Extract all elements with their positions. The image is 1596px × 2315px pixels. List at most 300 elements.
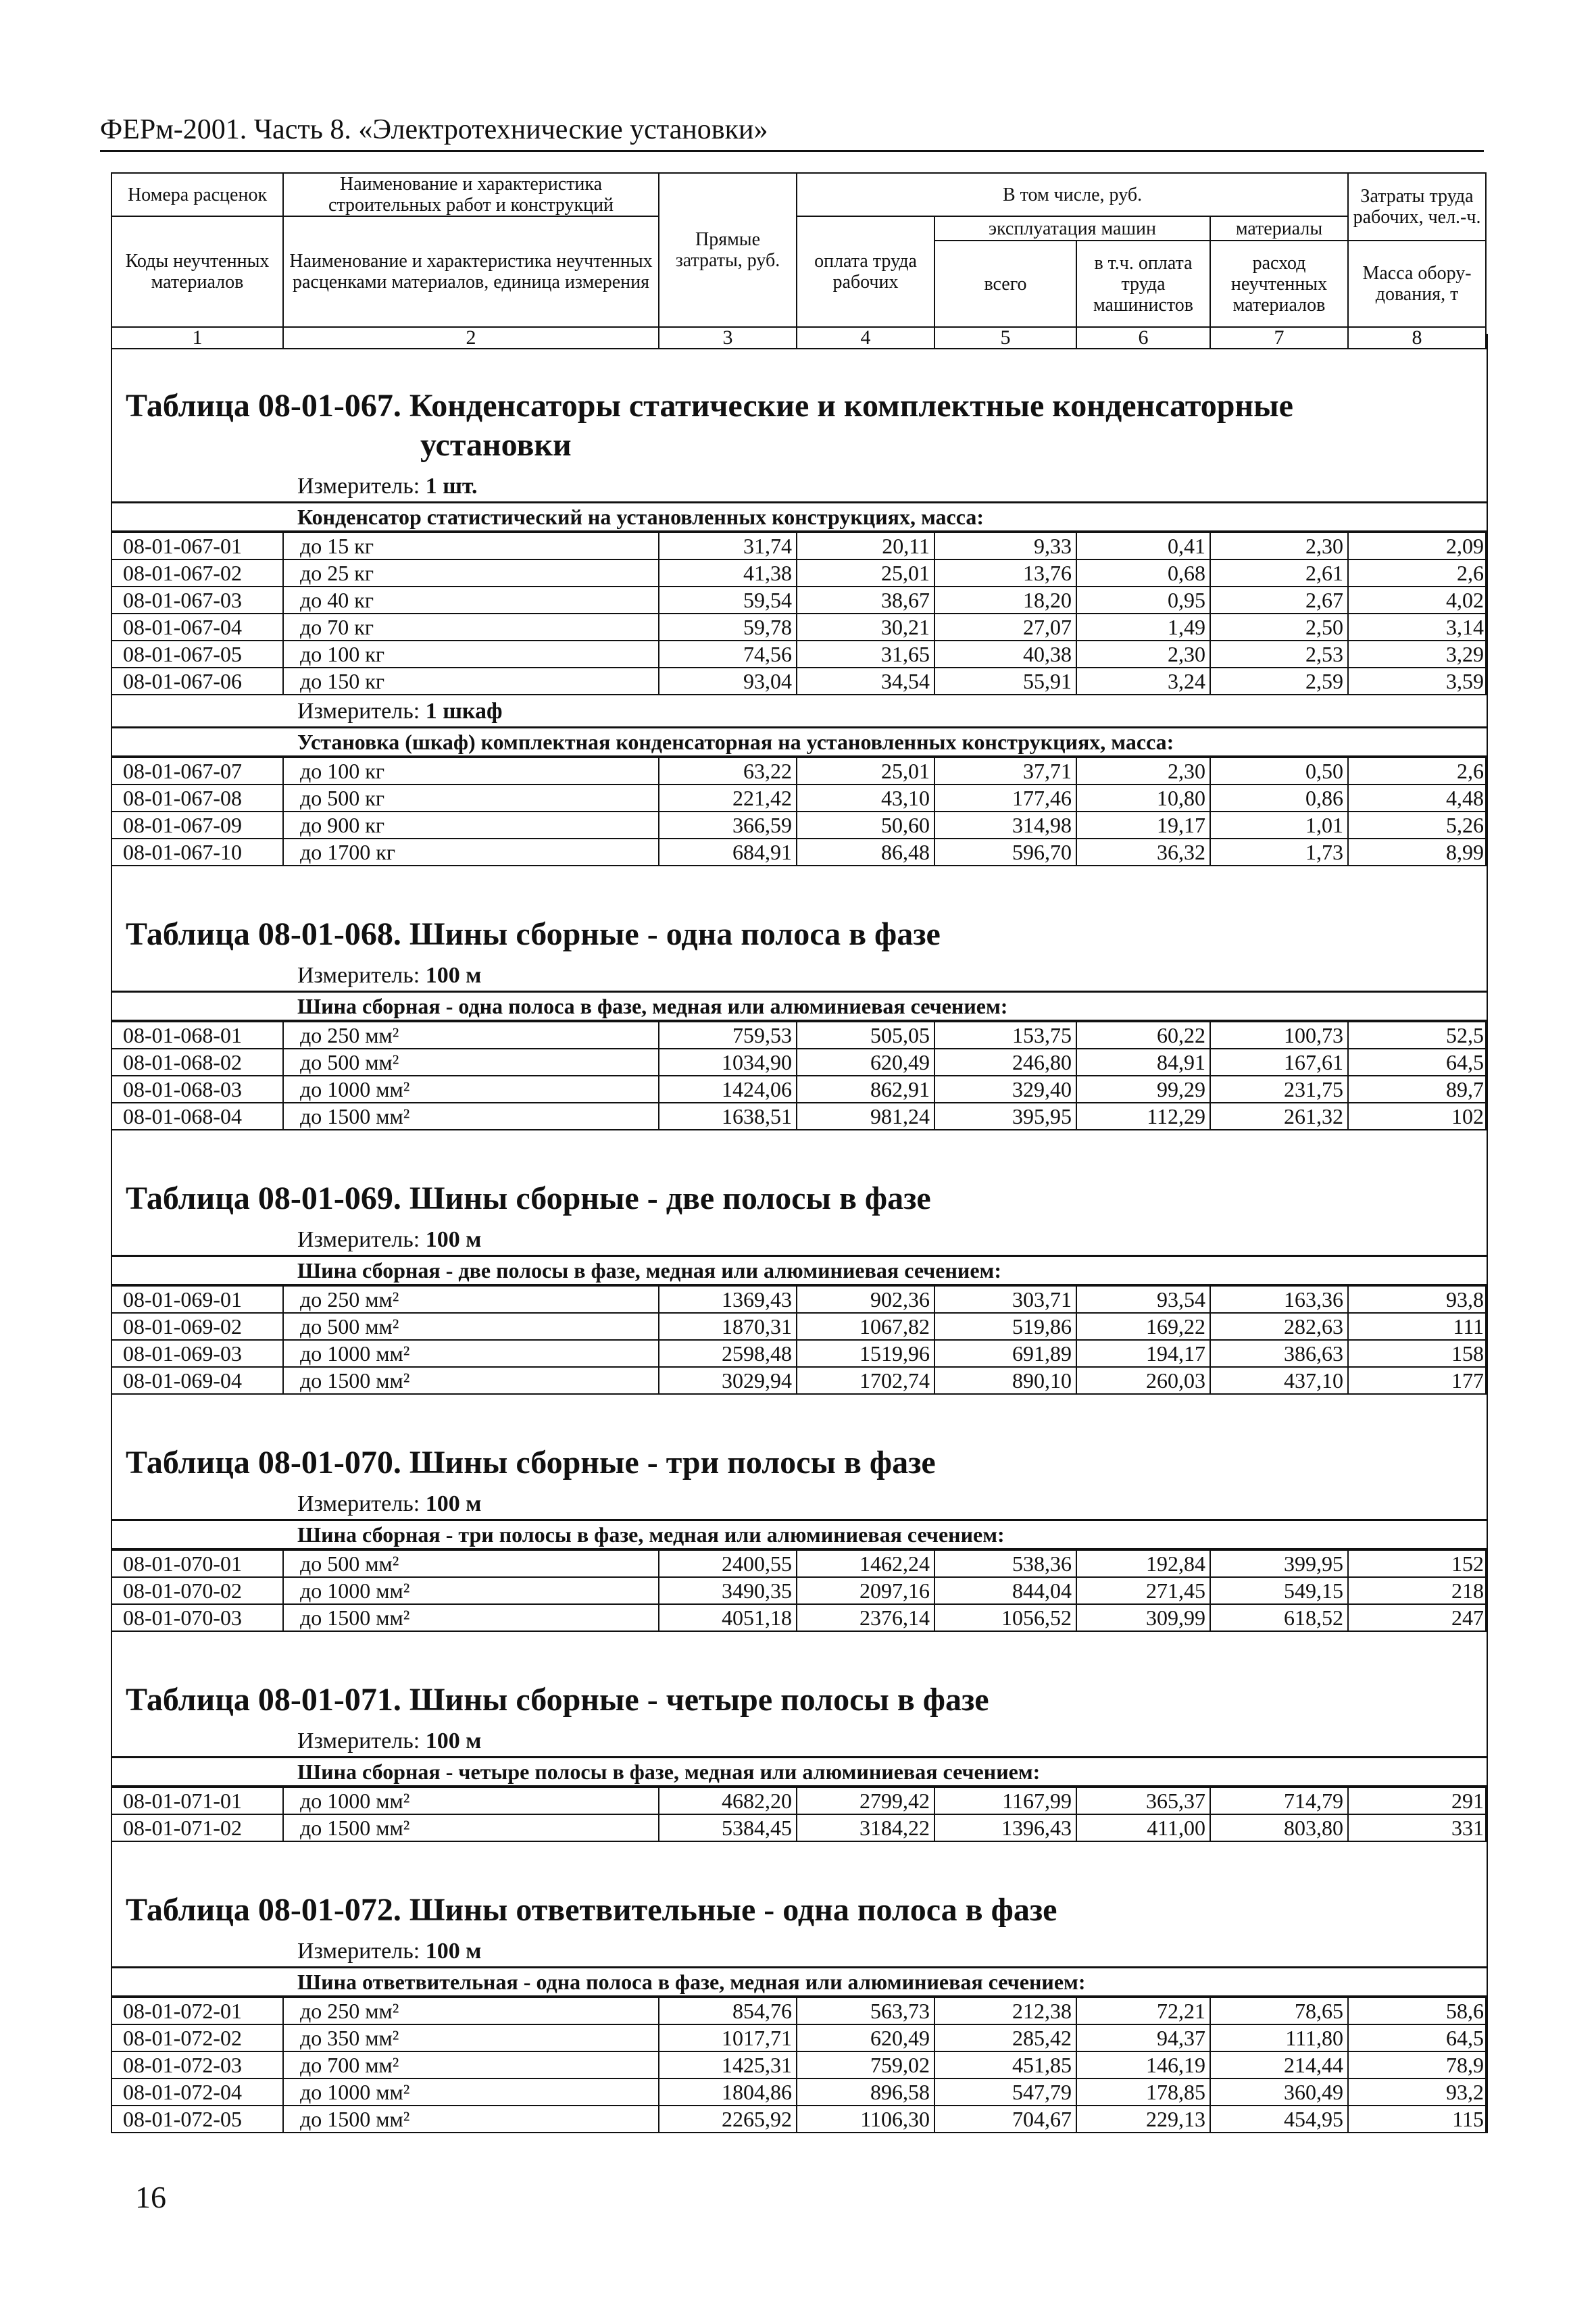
direct-costs-cell: 221,42 — [659, 785, 797, 812]
worker-pay-cell: 86,48 — [797, 839, 934, 866]
header-labor-costs: Затраты труда рабочих, чел.-ч. — [1348, 173, 1486, 241]
table-title — [112, 1842, 1487, 1935]
worker-pay-cell: 1702,74 — [797, 1367, 934, 1394]
table-title-continuation: установки — [420, 427, 572, 463]
direct-costs-cell: 3029,94 — [659, 1367, 797, 1394]
materials-cell: 282,63 — [1210, 1313, 1348, 1340]
measure-value: 100 м — [425, 1227, 482, 1252]
rate-code-cell: 08-01-069-04 — [111, 1367, 283, 1394]
table-row — [111, 559, 1486, 587]
worker-pay-cell: 505,05 — [797, 1022, 934, 1049]
machine-total-cell: 40,38 — [934, 641, 1076, 668]
table-row — [111, 1076, 1486, 1103]
worker-pay-cell: 620,49 — [797, 2024, 934, 2051]
materials-cell: 549,15 — [1210, 1577, 1348, 1604]
rate-code-cell: 08-01-070-03 — [111, 1604, 283, 1631]
direct-costs-cell: 1034,90 — [659, 1049, 797, 1076]
header-rule — [100, 150, 1484, 152]
rate-code-cell: 08-01-068-02 — [111, 1049, 283, 1076]
rate-code-cell: 08-01-067-08 — [111, 785, 283, 812]
labor-costs-cell: 111 — [1348, 1313, 1486, 1340]
table-row — [111, 1814, 1486, 1841]
table-title — [112, 1632, 1487, 1725]
header-equipment-mass: Масса обору-дования, т — [1348, 241, 1486, 327]
labor-costs-cell: 2,09 — [1348, 532, 1486, 559]
rate-name-cell: до 1000 мм² — [283, 2078, 659, 2106]
machinist-pay-cell: 72,21 — [1076, 1997, 1210, 2024]
rate-name-cell: до 1500 мм² — [283, 1814, 659, 1841]
machinist-pay-cell: 0,41 — [1076, 532, 1210, 559]
direct-costs-cell: 59,54 — [659, 587, 797, 614]
direct-costs-cell: 1017,71 — [659, 2024, 797, 2051]
rate-code-cell: 08-01-067-07 — [111, 757, 283, 785]
header-name-bottom: Наименование и характеристика неучтенных расценками материалов, единица измерения — [283, 216, 659, 327]
measure-value: 100 м — [425, 1939, 482, 1964]
rate-code-cell: 08-01-071-01 — [111, 1787, 283, 1814]
machine-total-cell: 13,76 — [934, 559, 1076, 587]
rate-name-cell: до 500 мм² — [283, 1049, 659, 1076]
labor-costs-cell: 2,6 — [1348, 757, 1486, 785]
machinist-pay-cell: 84,91 — [1076, 1049, 1210, 1076]
worker-pay-cell: 1519,96 — [797, 1340, 934, 1367]
rate-name-cell: до 100 кг — [283, 757, 659, 785]
table-row — [111, 1787, 1486, 1814]
machine-total-cell: 177,46 — [934, 785, 1076, 812]
table-row — [111, 1340, 1486, 1367]
measure-unit — [112, 1488, 1487, 1521]
rate-name-cell: до 1500 мм² — [283, 1367, 659, 1394]
machine-total-cell: 547,79 — [934, 2078, 1076, 2106]
rate-code-cell: 08-01-067-05 — [111, 641, 283, 668]
group-title: Шина сборная - четыре полосы в фазе, медная или алюминиевая сечением: — [112, 1758, 1487, 1787]
table-row — [111, 668, 1486, 695]
rate-code-cell: 08-01-067-10 — [111, 839, 283, 866]
machinist-pay-cell: 112,29 — [1076, 1103, 1210, 1130]
header-direct-costs: Прямые затраты, руб. — [659, 173, 797, 327]
machinist-pay-cell: 411,00 — [1076, 1814, 1210, 1841]
group-title: Установка (шкаф) комплектная конденсаторная на установленных конструкциях, масса: — [112, 728, 1487, 757]
machine-total-cell: 451,85 — [934, 2051, 1076, 2078]
materials-cell: 2,61 — [1210, 559, 1348, 587]
labor-costs-cell: 247 — [1348, 1604, 1486, 1631]
machinist-pay-cell: 178,85 — [1076, 2078, 1210, 2106]
machine-total-cell: 538,36 — [934, 1550, 1076, 1577]
table-title-text: Таблица 08-01-068. Шины сборные - одна полоса в фазе — [126, 916, 941, 952]
machinist-pay-cell: 146,19 — [1076, 2051, 1210, 2078]
worker-pay-cell: 20,11 — [797, 532, 934, 559]
materials-cell: 454,95 — [1210, 2106, 1348, 2133]
rate-code-cell: 08-01-069-02 — [111, 1313, 283, 1340]
direct-costs-cell: 63,22 — [659, 757, 797, 785]
machine-total-cell: 691,89 — [934, 1340, 1076, 1367]
table-title-text: Таблица 08-01-070. Шины сборные - три полосы в фазе — [126, 1445, 936, 1480]
direct-costs-cell: 1804,86 — [659, 2078, 797, 2106]
measure-label: Измеритель: — [297, 1728, 420, 1753]
labor-costs-cell: 3,14 — [1348, 614, 1486, 641]
table-row — [111, 2051, 1486, 2078]
labor-costs-cell: 52,5 — [1348, 1022, 1486, 1049]
table-row — [111, 1997, 1486, 2024]
group-title: Шина сборная - одна полоса в фазе, медная или алюминиевая сечением: — [112, 993, 1487, 1021]
labor-costs-cell: 3,59 — [1348, 668, 1486, 695]
labor-costs-cell: 331 — [1348, 1814, 1486, 1841]
labor-costs-cell: 291 — [1348, 1787, 1486, 1814]
direct-costs-cell: 759,53 — [659, 1022, 797, 1049]
materials-cell: 111,80 — [1210, 2024, 1348, 2051]
materials-cell: 0,86 — [1210, 785, 1348, 812]
direct-costs-cell: 74,56 — [659, 641, 797, 668]
labor-costs-cell: 2,6 — [1348, 559, 1486, 587]
direct-costs-cell: 366,59 — [659, 812, 797, 839]
machine-total-cell: 153,75 — [934, 1022, 1076, 1049]
materials-cell: 214,44 — [1210, 2051, 1348, 2078]
rate-name-cell: до 1700 кг — [283, 839, 659, 866]
machine-total-cell: 1396,43 — [934, 1814, 1076, 1841]
measure-label: Измеритель: — [297, 1491, 420, 1516]
worker-pay-cell: 2376,14 — [797, 1604, 934, 1631]
machine-total-cell: 1167,99 — [934, 1787, 1076, 1814]
header-materials-unaccounted: расход неучтенных материалов — [1210, 241, 1348, 327]
group-title: Шина сборная - три полосы в фазе, медная или алюминиевая сечением: — [112, 1521, 1487, 1549]
worker-pay-cell: 2799,42 — [797, 1787, 934, 1814]
table-row — [111, 839, 1486, 866]
column-number: 4 — [797, 327, 934, 349]
machinist-pay-cell: 10,80 — [1076, 785, 1210, 812]
column-number: 5 — [934, 327, 1076, 349]
rate-name-cell: до 700 мм² — [283, 2051, 659, 2078]
labor-costs-cell: 4,48 — [1348, 785, 1486, 812]
machinist-pay-cell: 0,68 — [1076, 559, 1210, 587]
machinist-pay-cell: 2,30 — [1076, 757, 1210, 785]
machine-total-cell: 1056,52 — [934, 1604, 1076, 1631]
direct-costs-cell: 684,91 — [659, 839, 797, 866]
header-code-top: Номера расценок — [111, 173, 283, 216]
labor-costs-cell: 115 — [1348, 2106, 1486, 2133]
measure-label: Измеритель: — [297, 963, 420, 988]
materials-cell: 1,01 — [1210, 812, 1348, 839]
group-title: Шина ответвительная - одна полоса в фазе, медная или алюминиевая сечением: — [112, 1968, 1487, 1997]
rate-code-cell: 08-01-072-03 — [111, 2051, 283, 2078]
machine-total-cell: 519,86 — [934, 1313, 1076, 1340]
materials-cell: 231,75 — [1210, 1076, 1348, 1103]
direct-costs-cell: 31,74 — [659, 532, 797, 559]
materials-cell: 714,79 — [1210, 1787, 1348, 1814]
machine-total-cell: 55,91 — [934, 668, 1076, 695]
machine-total-cell: 596,70 — [934, 839, 1076, 866]
machine-total-cell: 246,80 — [934, 1049, 1076, 1076]
table-title-text: Таблица 08-01-071. Шины сборные - четыре полосы в фазе — [126, 1682, 989, 1718]
direct-costs-cell: 93,04 — [659, 668, 797, 695]
column-number: 2 — [283, 327, 659, 349]
rate-name-cell: до 500 мм² — [283, 1313, 659, 1340]
labor-costs-cell: 64,5 — [1348, 2024, 1486, 2051]
machine-total-cell: 9,33 — [934, 532, 1076, 559]
group-title: Шина сборная - две полосы в фазе, медная или алюминиевая сечением: — [112, 1257, 1487, 1285]
rates-table — [111, 1549, 1487, 1632]
rate-code-cell: 08-01-069-03 — [111, 1340, 283, 1367]
rates-table — [111, 532, 1487, 695]
materials-cell: 386,63 — [1210, 1340, 1348, 1367]
rate-name-cell: до 25 кг — [283, 559, 659, 587]
machine-total-cell: 395,95 — [934, 1103, 1076, 1130]
labor-costs-cell: 102 — [1348, 1103, 1486, 1130]
table-title — [112, 1130, 1487, 1224]
rate-code-cell: 08-01-067-03 — [111, 587, 283, 614]
column-number: 3 — [659, 327, 797, 349]
measure-value: 100 м — [425, 1728, 482, 1753]
direct-costs-cell: 41,38 — [659, 559, 797, 587]
rate-name-cell: до 15 кг — [283, 532, 659, 559]
materials-cell: 167,61 — [1210, 1049, 1348, 1076]
materials-cell: 803,80 — [1210, 1814, 1348, 1841]
table-row — [111, 1286, 1486, 1313]
table-title-text: Таблица 08-01-069. Шины сборные - две полосы в фазе — [126, 1180, 931, 1216]
materials-cell: 618,52 — [1210, 1604, 1348, 1631]
machinist-pay-cell: 192,84 — [1076, 1550, 1210, 1577]
materials-cell: 1,73 — [1210, 839, 1348, 866]
machine-total-cell: 329,40 — [934, 1076, 1076, 1103]
machinist-pay-cell: 19,17 — [1076, 812, 1210, 839]
column-number: 7 — [1210, 327, 1348, 349]
rate-name-cell: до 900 кг — [283, 812, 659, 839]
header-machine-operation: эксплуатация машин — [934, 216, 1210, 241]
machinist-pay-cell: 309,99 — [1076, 1604, 1210, 1631]
materials-cell: 2,59 — [1210, 668, 1348, 695]
rate-code-cell: 08-01-067-01 — [111, 532, 283, 559]
materials-cell: 2,67 — [1210, 587, 1348, 614]
machinist-pay-cell: 3,24 — [1076, 668, 1210, 695]
rate-code-cell: 08-01-068-04 — [111, 1103, 283, 1130]
rate-code-cell: 08-01-067-06 — [111, 668, 283, 695]
group-title: Конденсатор статистический на установленных конструкциях, масса: — [112, 503, 1487, 532]
table-row — [111, 1577, 1486, 1604]
labor-costs-cell: 218 — [1348, 1577, 1486, 1604]
machinist-pay-cell: 2,30 — [1076, 641, 1210, 668]
worker-pay-cell: 620,49 — [797, 1049, 934, 1076]
materials-cell: 78,65 — [1210, 1997, 1348, 2024]
rate-name-cell: до 500 кг — [283, 785, 659, 812]
rate-code-cell: 08-01-072-04 — [111, 2078, 283, 2106]
measure-value: 100 м — [425, 963, 482, 988]
header-code-bottom: Коды неучтенных материалов — [111, 216, 283, 327]
worker-pay-cell: 2097,16 — [797, 1577, 934, 1604]
worker-pay-cell: 1067,82 — [797, 1313, 934, 1340]
direct-costs-cell: 2598,48 — [659, 1340, 797, 1367]
rate-name-cell: до 1000 мм² — [283, 1340, 659, 1367]
rates-table — [111, 1285, 1487, 1395]
header-name-top: Наименование и характеристика строительных работ и конструкций — [283, 173, 659, 216]
direct-costs-cell: 1870,31 — [659, 1313, 797, 1340]
machine-total-cell: 704,67 — [934, 2106, 1076, 2133]
machine-total-cell: 212,38 — [934, 1997, 1076, 2024]
materials-cell: 0,50 — [1210, 757, 1348, 785]
rate-name-cell: до 1500 мм² — [283, 1103, 659, 1130]
measure-label: Измеритель: — [297, 474, 420, 499]
rate-code-cell: 08-01-069-01 — [111, 1286, 283, 1313]
machinist-pay-cell: 365,37 — [1076, 1787, 1210, 1814]
measure-value: 100 м — [425, 1491, 482, 1516]
table-row — [111, 641, 1486, 668]
table-row — [111, 1049, 1486, 1076]
machine-total-cell: 285,42 — [934, 2024, 1076, 2051]
rate-code-cell: 08-01-070-01 — [111, 1550, 283, 1577]
rate-name-cell: до 1000 мм² — [283, 1076, 659, 1103]
direct-costs-cell: 1369,43 — [659, 1286, 797, 1313]
table-title — [112, 334, 1487, 470]
machinist-pay-cell: 0,95 — [1076, 587, 1210, 614]
rate-name-cell: до 40 кг — [283, 587, 659, 614]
direct-costs-cell: 1424,06 — [659, 1076, 797, 1103]
rate-code-cell: 08-01-068-01 — [111, 1022, 283, 1049]
machinist-pay-cell: 36,32 — [1076, 839, 1210, 866]
machinist-pay-cell: 1,49 — [1076, 614, 1210, 641]
worker-pay-cell: 31,65 — [797, 641, 934, 668]
table-row — [111, 2024, 1486, 2051]
measure-unit — [112, 1935, 1487, 1968]
rate-name-cell: до 70 кг — [283, 614, 659, 641]
labor-costs-cell: 89,7 — [1348, 1076, 1486, 1103]
page-number: 16 — [135, 2180, 166, 2214]
header-machine-total: всего — [934, 241, 1076, 327]
worker-pay-cell: 25,01 — [797, 757, 934, 785]
rate-code-cell: 08-01-068-03 — [111, 1076, 283, 1103]
worker-pay-cell: 34,54 — [797, 668, 934, 695]
measure-value: 1 шкаф — [425, 699, 503, 724]
table-row — [111, 1022, 1486, 1049]
worker-pay-cell: 759,02 — [797, 2051, 934, 2078]
machinist-pay-cell: 194,17 — [1076, 1340, 1210, 1367]
rate-code-cell: 08-01-072-01 — [111, 1997, 283, 2024]
measure-unit — [112, 470, 1487, 503]
labor-costs-cell: 8,99 — [1348, 839, 1486, 866]
rate-name-cell: до 1000 мм² — [283, 1787, 659, 1814]
labor-costs-cell: 93,8 — [1348, 1286, 1486, 1313]
table-row — [111, 2106, 1486, 2133]
header-materials: материалы — [1210, 216, 1348, 241]
measure-unit — [112, 1224, 1487, 1257]
rate-code-cell: 08-01-072-05 — [111, 2106, 283, 2133]
measure-label: Измеритель: — [297, 699, 420, 724]
worker-pay-cell: 896,58 — [797, 2078, 934, 2106]
table-row — [111, 1313, 1486, 1340]
table-row — [111, 1550, 1486, 1577]
machinist-pay-cell: 93,54 — [1076, 1286, 1210, 1313]
labor-costs-cell: 58,6 — [1348, 1997, 1486, 2024]
machine-total-cell: 18,20 — [934, 587, 1076, 614]
rate-code-cell: 08-01-067-04 — [111, 614, 283, 641]
worker-pay-cell: 563,73 — [797, 1997, 934, 2024]
direct-costs-cell: 1425,31 — [659, 2051, 797, 2078]
table-row — [111, 812, 1486, 839]
materials-cell: 360,49 — [1210, 2078, 1348, 2106]
worker-pay-cell: 38,67 — [797, 587, 934, 614]
machinist-pay-cell: 271,45 — [1076, 1577, 1210, 1604]
column-number: 1 — [111, 327, 283, 349]
materials-cell: 261,32 — [1210, 1103, 1348, 1130]
machinist-pay-cell: 229,13 — [1076, 2106, 1210, 2133]
rate-code-cell: 08-01-072-02 — [111, 2024, 283, 2051]
rate-name-cell: до 100 кг — [283, 641, 659, 668]
worker-pay-cell: 50,60 — [797, 812, 934, 839]
direct-costs-cell: 4051,18 — [659, 1604, 797, 1631]
table-row — [111, 2078, 1486, 2106]
labor-costs-cell: 93,2 — [1348, 2078, 1486, 2106]
rate-code-cell: 08-01-070-02 — [111, 1577, 283, 1604]
rates-table — [111, 1021, 1487, 1130]
column-number: 6 — [1076, 327, 1210, 349]
labor-costs-cell: 152 — [1348, 1550, 1486, 1577]
labor-costs-cell: 64,5 — [1348, 1049, 1486, 1076]
measure-unit — [112, 960, 1487, 993]
machinist-pay-cell: 169,22 — [1076, 1313, 1210, 1340]
direct-costs-cell: 2265,92 — [659, 2106, 797, 2133]
column-header-table — [111, 172, 1487, 349]
materials-cell: 100,73 — [1210, 1022, 1348, 1049]
table-row — [111, 614, 1486, 641]
worker-pay-cell: 981,24 — [797, 1103, 934, 1130]
machinist-pay-cell: 60,22 — [1076, 1022, 1210, 1049]
rate-name-cell: до 150 кг — [283, 668, 659, 695]
rate-name-cell: до 350 мм² — [283, 2024, 659, 2051]
machine-total-cell: 303,71 — [934, 1286, 1076, 1313]
labor-costs-cell: 158 — [1348, 1340, 1486, 1367]
worker-pay-cell: 862,91 — [797, 1076, 934, 1103]
table-row — [111, 1367, 1486, 1394]
direct-costs-cell: 4682,20 — [659, 1787, 797, 1814]
machine-total-cell: 890,10 — [934, 1367, 1076, 1394]
table-row — [111, 1103, 1486, 1130]
table-title — [112, 1395, 1487, 1488]
worker-pay-cell: 1106,30 — [797, 2106, 934, 2133]
price-tables — [111, 334, 1488, 2133]
direct-costs-cell: 2400,55 — [659, 1550, 797, 1577]
rate-code-cell: 08-01-067-02 — [111, 559, 283, 587]
machine-total-cell: 27,07 — [934, 614, 1076, 641]
machinist-pay-cell: 99,29 — [1076, 1076, 1210, 1103]
table-title-text: Таблица 08-01-067. Конденсаторы статические и комплектные конденсаторные — [126, 388, 1293, 424]
labor-costs-cell: 5,26 — [1348, 812, 1486, 839]
labor-costs-cell: 177 — [1348, 1367, 1486, 1394]
materials-cell: 2,30 — [1210, 532, 1348, 559]
table-row — [111, 785, 1486, 812]
measure-unit — [112, 1725, 1487, 1758]
materials-cell: 163,36 — [1210, 1286, 1348, 1313]
labor-costs-cell: 3,29 — [1348, 641, 1486, 668]
machinist-pay-cell: 94,37 — [1076, 2024, 1210, 2051]
header-worker-pay: оплата труда рабочих — [797, 216, 934, 327]
rate-name-cell: до 1000 мм² — [283, 1577, 659, 1604]
column-number: 8 — [1348, 327, 1486, 349]
direct-costs-cell: 3490,35 — [659, 1577, 797, 1604]
direct-costs-cell: 1638,51 — [659, 1103, 797, 1130]
materials-cell: 399,95 — [1210, 1550, 1348, 1577]
rate-name-cell: до 1500 мм² — [283, 2106, 659, 2133]
direct-costs-cell: 59,78 — [659, 614, 797, 641]
rate-code-cell: 08-01-071-02 — [111, 1814, 283, 1841]
header-including: В том числе, руб. — [797, 173, 1348, 216]
direct-costs-cell: 854,76 — [659, 1997, 797, 2024]
table-title-text: Таблица 08-01-072. Шины ответвительные - одна полоса в фазе — [126, 1892, 1057, 1928]
rate-name-cell: до 500 мм² — [283, 1550, 659, 1577]
table-row — [111, 1604, 1486, 1631]
table-row — [111, 532, 1486, 559]
measure-unit — [112, 695, 1487, 728]
table-row — [111, 587, 1486, 614]
header-machinist-pay: в т.ч. оплата труда машинистов — [1076, 241, 1210, 327]
worker-pay-cell: 902,36 — [797, 1286, 934, 1313]
table-row — [111, 757, 1486, 785]
materials-cell: 437,10 — [1210, 1367, 1348, 1394]
